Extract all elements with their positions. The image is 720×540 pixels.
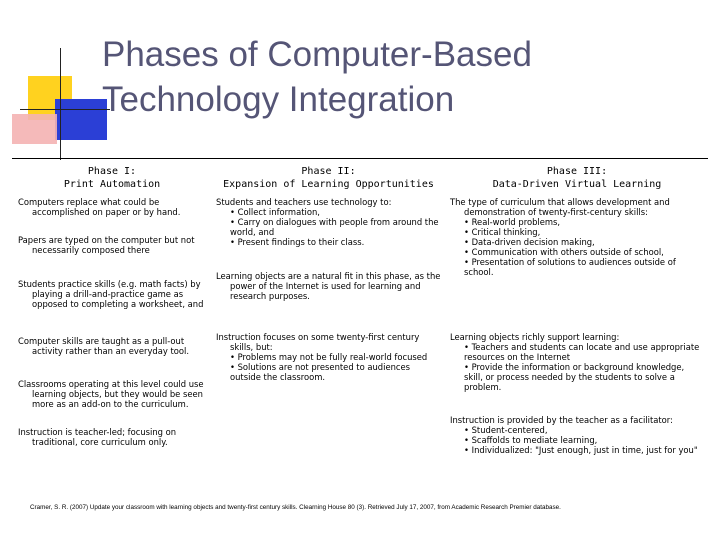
text-block [216,271,441,301]
bullet-item: • Communication with others outside of school, [464,247,664,257]
bullet-item: • Problems may not be fully real-world focused [230,352,428,362]
title-line-1: Phases of Computer-Based [102,35,532,74]
paragraph: The type of curriculum that allows development and demonstration of twenty-first-century skills: [450,197,670,217]
bullet-item: • Critical thinking, [464,227,541,237]
bullet-item: • Data-driven decision making, [464,237,595,247]
text-block [450,415,704,455]
paragraph: Instruction focuses on some twenty-first century skills, but: [216,332,420,352]
column-header [18,165,206,195]
bullet-item: • Student-centered, [464,425,548,435]
paragraph: Classrooms operating at this level could use learning objects, but they would be seen more as an add-on to the curriculum. [18,379,204,409]
text-block [18,427,206,447]
bullet-item: • Teachers and students can locate and use appropriate resources on the Internet [464,342,700,362]
paragraph: Learning objects richly support learning: [450,332,620,342]
paragraph: Learning objects are a natural fit in this phase, as the power of the Internet is used for learning and research purposes. [216,271,441,301]
decorative-blue-square [55,99,107,140]
decorative-vertical-line [60,48,61,160]
title-divider [12,158,708,159]
text-block [18,235,206,255]
column-header [216,165,441,195]
bullet-item: • Presentation of solutions to audiences outside of school. [464,257,676,277]
text-block [18,336,206,356]
header-subtitle: Print Automation [63,179,161,190]
column-phase-2 [216,165,441,382]
column-phase-1 [18,165,206,447]
paragraph: Instruction is provided by the teacher as a facilitator: [450,415,673,425]
paragraph: Students and teachers use technology to: [216,197,392,207]
text-block [450,332,704,392]
decorative-horizontal-line [20,109,110,110]
slide-title [102,32,702,122]
bullet-item: • Individualized: "Just enough, just in time, just for you" [464,445,698,455]
citation-reference: Cramer, S. R. (2007) Update your classroom with learning objects and twenty-first century skills. Clearning House 80 (3). Retrieved July 17, 2007, from Academic Research Premier database. [30,504,561,511]
column-phase-3 [450,165,704,455]
bullet-item: • Provide the information or background knowledge, skill, or process needed by the students to solve a problem. [464,362,685,392]
header-phase: Phase II: [301,166,356,177]
bullet-item: • Collect information, [230,207,320,217]
text-block [216,197,441,247]
text-block [18,379,206,409]
paragraph: Computers replace what could be accomplished on paper or by hand. [18,197,181,217]
paragraph: Instruction is teacher-led; focusing on traditional, core curriculum only. [18,427,177,447]
paragraph: Computer skills are taught as a pull-out activity rather than an everyday tool. [18,336,190,356]
paragraph: Students practice skills (e.g. math facts) by playing a drill-and-practice game as opposed to completing a worksheet, and [18,279,204,309]
text-block [18,279,206,309]
paragraph: Papers are typed on the computer but not necessarily composed there [18,235,195,255]
bullet-item: • Real-world problems, [464,217,561,227]
title-line-2: Technology Integration [102,80,455,119]
bullet-item: • Present findings to their class. [230,237,365,247]
bullet-item: • Carry on dialogues with people from around the world, and [230,217,439,237]
text-block [216,332,441,382]
header-phase: Phase I: [87,166,137,177]
text-block [18,197,206,217]
header-subtitle: Expansion of Learning Opportunities [223,179,434,190]
column-header [450,165,704,195]
decorative-pink-square [12,114,57,144]
header-subtitle: Data-Driven Virtual Learning [492,179,662,190]
text-block [450,197,704,277]
bullet-item: • Scaffolds to mediate learning, [464,435,598,445]
header-phase: Phase III: [546,166,608,177]
bullet-item: • Solutions are not presented to audiences outside the classroom. [230,362,411,382]
